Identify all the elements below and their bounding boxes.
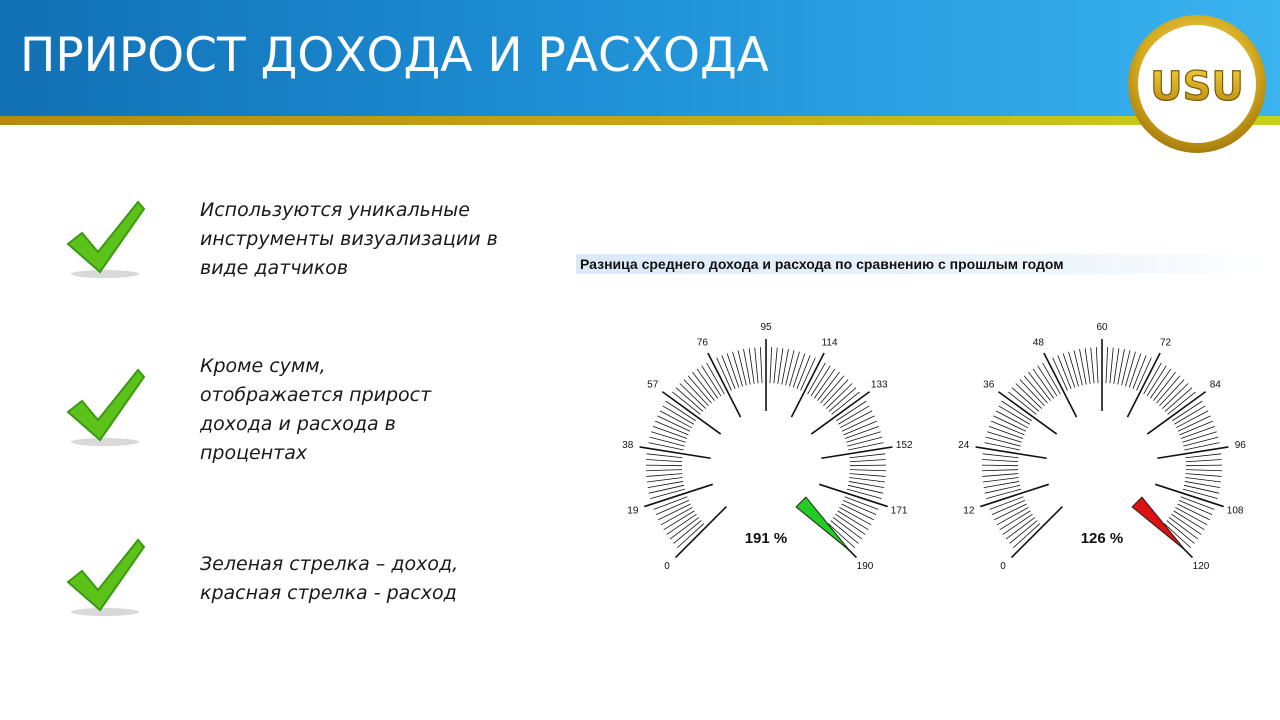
header-stripe xyxy=(0,116,1280,125)
gauge-minor-tick xyxy=(821,376,844,403)
gauge-minor-tick xyxy=(1125,352,1135,387)
checkmark-icon xyxy=(60,200,150,280)
gauge-tick-label: 24 xyxy=(958,440,970,452)
gauge-tick-label: 120 xyxy=(1192,560,1210,570)
gauge-minor-tick xyxy=(1106,347,1108,383)
gauge-minor-tick xyxy=(789,352,799,387)
gauge-minor-tick xyxy=(647,454,683,458)
gauge-minor-tick xyxy=(832,392,860,415)
bullet-text-1: Используются уникальные инструменты визуализации в виде датчиков xyxy=(200,199,498,279)
gauge-minor-tick xyxy=(1013,524,1040,548)
gauge-minor-tick xyxy=(755,348,758,384)
gauge-tick-label: 19 xyxy=(627,505,639,517)
gauge-value-label: 126 % xyxy=(1080,530,1124,547)
gauge-minor-tick xyxy=(733,352,743,387)
gauge-minor-tick xyxy=(646,474,682,477)
gauge-minor-tick xyxy=(1063,353,1075,387)
gauge-minor-tick xyxy=(1028,372,1050,400)
gauge-minor-tick xyxy=(674,521,702,544)
gauge-minor-tick xyxy=(983,478,1019,483)
gauge-minor-tick xyxy=(760,347,762,383)
gauge-minor-tick xyxy=(1091,348,1094,384)
gauge-minor-tick xyxy=(1069,352,1079,387)
gauge-tick-label: 0 xyxy=(1000,560,1006,570)
gauge-minor-tick xyxy=(778,348,783,384)
gauge-tick-label: 96 xyxy=(1234,440,1246,452)
gauge-tick-label: 190 xyxy=(856,560,874,570)
gauge-minor-tick xyxy=(1024,376,1047,403)
gauge-minor-tick xyxy=(1110,348,1113,384)
gauge-minor-tick xyxy=(826,383,852,408)
gauge-tick-label: 108 xyxy=(1226,505,1244,517)
gauge-minor-tick xyxy=(1171,514,1201,534)
gauge-tick-label: 76 xyxy=(696,337,709,349)
gauge-minor-tick xyxy=(982,465,1018,466)
gauge-major-tick xyxy=(819,484,887,506)
gauge-minor-tick xyxy=(651,432,685,443)
gauge-minor-tick xyxy=(1168,392,1196,415)
gauge-value-label: 191 % xyxy=(744,530,788,547)
gauge-major-tick xyxy=(1155,484,1223,506)
gauge-minor-tick xyxy=(1085,348,1090,384)
gauge-minor-tick xyxy=(1186,459,1222,461)
gauge-tick-label: 152 xyxy=(895,440,913,452)
gauge-minor-tick xyxy=(770,347,772,383)
gauge-minor-tick xyxy=(829,388,856,412)
gauge-minor-tick xyxy=(1160,380,1185,406)
gauge-minor-tick xyxy=(727,353,739,387)
gauge-minor-tick xyxy=(850,474,886,477)
bullet-text-2: Кроме сумм, отображается прирост дохода и расхода в процентах xyxy=(200,355,432,464)
gauge-minor-tick xyxy=(1162,383,1188,408)
gauge-expense xyxy=(958,322,1246,570)
gauge-minor-tick xyxy=(793,353,805,387)
gauge-minor-tick xyxy=(1038,366,1057,396)
gauge-minor-tick xyxy=(814,369,835,398)
bullet-text-3: Зеленая стрелка – доход, красная стрелка - расход xyxy=(200,553,459,604)
logo-text: USU xyxy=(1150,64,1244,110)
gauges-chart xyxy=(560,280,1260,570)
gauge-minor-tick xyxy=(983,454,1019,458)
gauge-minor-tick xyxy=(1165,388,1192,412)
gauge-major-tick xyxy=(1011,507,1062,558)
gauge-minor-tick xyxy=(774,348,777,384)
gauge-minor-tick xyxy=(1185,478,1221,483)
gauge-minor-tick xyxy=(1010,521,1038,544)
gauge-minor-tick xyxy=(847,489,882,498)
gauge-minor-tick xyxy=(702,366,721,396)
gauge-minor-tick xyxy=(846,432,880,443)
gauge-minor-tick xyxy=(850,465,886,466)
gauge-minor-tick xyxy=(850,459,886,461)
gauge-major-tick xyxy=(640,447,711,458)
gauge-minor-tick xyxy=(986,437,1021,446)
gauge-minor-tick xyxy=(1003,514,1033,534)
gauge-minor-tick xyxy=(646,470,682,471)
gauge-minor-tick xyxy=(1147,366,1166,396)
gauge-minor-tick xyxy=(811,366,830,396)
gauge-minor-tick xyxy=(1016,383,1042,408)
gauge-tick-label: 12 xyxy=(963,505,975,517)
gauge-minor-tick xyxy=(749,348,754,384)
gauge-minor-tick xyxy=(1186,470,1222,471)
gauge-minor-tick xyxy=(1186,474,1222,477)
usu-logo xyxy=(1126,13,1266,153)
gauge-tick-label: 57 xyxy=(647,379,659,391)
gauge-minor-tick xyxy=(676,388,703,412)
gauge-major-tick xyxy=(821,447,892,458)
gauge-minor-tick xyxy=(672,392,700,415)
gauge-major-tick xyxy=(675,507,726,558)
gauge-minor-tick xyxy=(1033,369,1054,398)
gauge-tick-label: 84 xyxy=(1209,379,1221,391)
gauge-tick-label: 72 xyxy=(1159,337,1172,349)
gauge-minor-tick xyxy=(684,380,709,406)
gauge-minor-tick xyxy=(670,517,699,539)
gauge-tick-label: 36 xyxy=(983,379,995,391)
gauge-minor-tick xyxy=(667,514,697,534)
gauge-minor-tick xyxy=(677,524,704,548)
gauge-tick-label: 48 xyxy=(1032,337,1045,349)
gauge-minor-tick xyxy=(1012,388,1039,412)
gauge-minor-tick xyxy=(1008,392,1036,415)
gauge-minor-tick xyxy=(697,369,718,398)
gauge-tick-label: 38 xyxy=(622,440,634,452)
slide-title: ПРИРОСТ ДОХОДА И РАСХОДА xyxy=(20,28,769,83)
gauge-minor-tick xyxy=(1186,465,1222,466)
gauge-minor-tick xyxy=(1006,517,1035,539)
gauge-minor-tick xyxy=(688,376,711,403)
gauge-minor-tick xyxy=(692,372,714,400)
gauge-tick-label: 114 xyxy=(821,337,838,349)
gauge-minor-tick xyxy=(987,432,1021,443)
gauge-tick-label: 171 xyxy=(890,505,908,517)
gauge-minor-tick xyxy=(835,514,865,534)
gauge-major-tick xyxy=(644,484,712,506)
gauge-minor-tick xyxy=(817,372,839,400)
gauge-major-tick xyxy=(976,447,1047,458)
gauge-minor-tick xyxy=(1114,348,1119,384)
gauge-minor-tick xyxy=(1185,454,1221,458)
chart-title: Разница среднего дохода и расхода по сравнению с прошлым годом xyxy=(576,254,1276,274)
checkmark-icon xyxy=(60,368,150,448)
gauge-minor-tick xyxy=(1182,432,1216,443)
checkmark-icon xyxy=(60,538,150,618)
gauge-tick-label: 60 xyxy=(1096,322,1108,333)
gauge-major-tick xyxy=(980,484,1048,506)
gauge-minor-tick xyxy=(982,459,1018,461)
gauge-major-tick xyxy=(1157,447,1228,458)
gauge-minor-tick xyxy=(849,454,885,458)
gauge-minor-tick xyxy=(1096,347,1098,383)
gauge-minor-tick xyxy=(850,470,886,471)
gauge-minor-tick xyxy=(1150,369,1171,398)
gauge-minor-tick xyxy=(646,465,682,466)
gauge-minor-tick xyxy=(1129,353,1141,387)
gauge-minor-tick xyxy=(849,478,885,483)
gauge-minor-tick xyxy=(650,437,685,446)
gauge-minor-tick xyxy=(847,437,882,446)
gauge-tick-label: 133 xyxy=(870,379,888,391)
gauge-income xyxy=(622,322,913,570)
gauge-minor-tick xyxy=(1183,437,1218,446)
gauge-tick-label: 95 xyxy=(760,322,772,333)
gauge-minor-tick xyxy=(1153,372,1175,400)
gauge-minor-tick xyxy=(982,470,1018,471)
gauge-minor-tick xyxy=(650,489,685,498)
gauge-minor-tick xyxy=(824,380,849,406)
gauge-minor-tick xyxy=(986,489,1021,498)
gauge-tick-label: 0 xyxy=(664,560,670,570)
gauge-minor-tick xyxy=(680,383,706,408)
gauge-minor-tick xyxy=(982,474,1018,477)
gauge-minor-tick xyxy=(1020,380,1045,406)
gauge-minor-tick xyxy=(1183,489,1218,498)
gauge-minor-tick xyxy=(647,478,683,483)
gauge-minor-tick xyxy=(1157,376,1180,403)
gauge-minor-tick xyxy=(646,459,682,461)
